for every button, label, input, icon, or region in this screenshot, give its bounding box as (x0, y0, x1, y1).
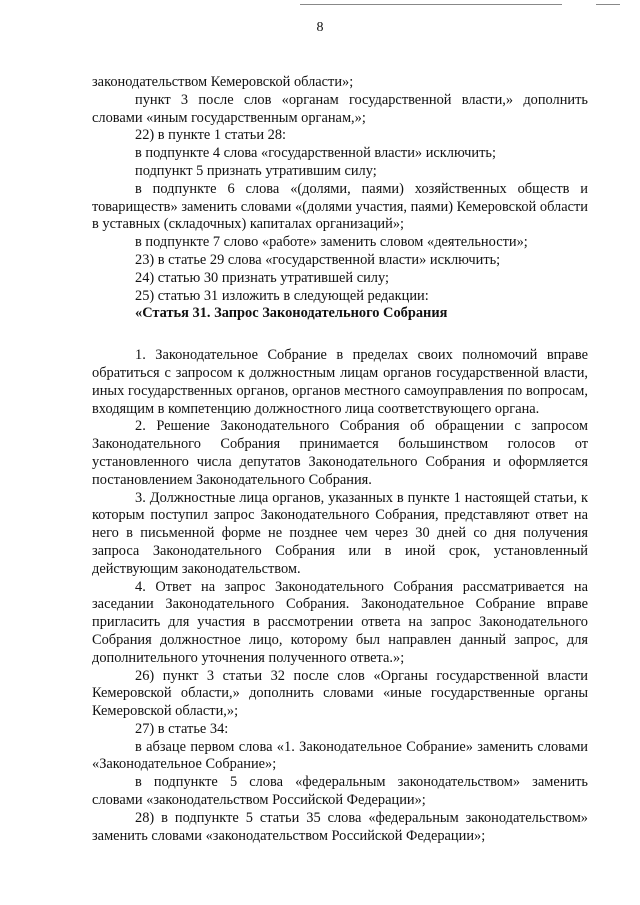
paragraph: 24) статью 30 признать утратившей силу; (135, 269, 389, 286)
paragraph: 28) в подпункте 5 статьи 35 слова «федеральным законодательством» заменить словами «законодательством Российской Федерации»; (92, 809, 588, 844)
paragraph: 2. Решение Законодательного Собрания об обращении с запросом Законодательного Собрания принимается большинством голосов от установленного числа депутатов Законодательного Собрания и оформляется постановлением Законодательного Собрания. (92, 418, 588, 488)
paragraph: 1. Законодательное Собрание в пределах своих полномочий вправе обратиться с запросом к должностным лицам органов государственной власти, иных государственных органов, органов местного самоуправления по вопросам, входящим в компетенцию должностного лица соответствующего органа. (92, 347, 588, 417)
paragraph: подпункт 5 признать утратившим силу; (135, 162, 377, 179)
paragraph: в подпункте 7 слово «работе» заменить словом «деятельности»; (135, 234, 528, 251)
paragraph: 23) в статье 29 слова «государственной власти» исключить; (135, 251, 501, 268)
paragraph: в подпункте 5 слова «федеральным законодательством» заменить словами «законодательством Российской Федерации»; (92, 774, 588, 809)
paragraph: 26) пункт 3 статьи 32 после слов «Органы государственной власти Кемеровской области,» дополнить словами «иные государственные органы Кемеровской области,»; (92, 667, 588, 720)
paragraph: 22) в пункте 1 статьи 28: (135, 127, 287, 144)
top-rule-right (596, 4, 620, 5)
page-number: 8 (316, 20, 324, 35)
paragraph: законодательством Кемеровской области»; (92, 74, 354, 90)
paragraph: в абзаце первом слова «1. Законодательное Собрание» заменить словами «Законодательное Собрание»; (92, 738, 588, 773)
paragraph: в подпункте 4 слова «государственной власти» исключить; (135, 145, 496, 162)
paragraph: пункт 3 после слов «органам государственной власти,» дополнить словами «иным государственным органам,»; (92, 91, 588, 126)
paragraph: в подпункте 6 слова «(долями, паями) хозяйственных обществ и товариществ» заменить словами «(долями участия, паями) Кемеровской области в уставных (складочных) капиталах организаций»; (92, 180, 588, 233)
article-heading: «Статья 31. Запрос Законодательного Собрания (135, 305, 448, 322)
paragraph: 4. Ответ на запрос Законодательного Собрания рассматривается на заседании Законодательного Собрания. Законодательное Собрание вправе пригласить для участия в рассмотрении ответа на запрос Законодательного Собрания должностное лицо, которому был направлен данный запрос, для дополнительного уточнения полученного ответа.»; (92, 578, 588, 666)
paragraph: 27) в статье 34: (135, 720, 229, 737)
document-body (92, 74, 588, 845)
top-rule-left (300, 4, 562, 5)
paragraph: 3. Должностные лица органов, указанных в пункте 1 настоящей статьи, к которым поступил запрос Законодательного Собрания, представляют ответ на него в письменной форме не позднее чем через 30 дней со дня получения запроса Законодательного Собрания или в иной срок, установленный действующим законодательством. (92, 489, 588, 577)
paragraph: 25) статью 31 изложить в следующей редакции: (135, 287, 429, 304)
